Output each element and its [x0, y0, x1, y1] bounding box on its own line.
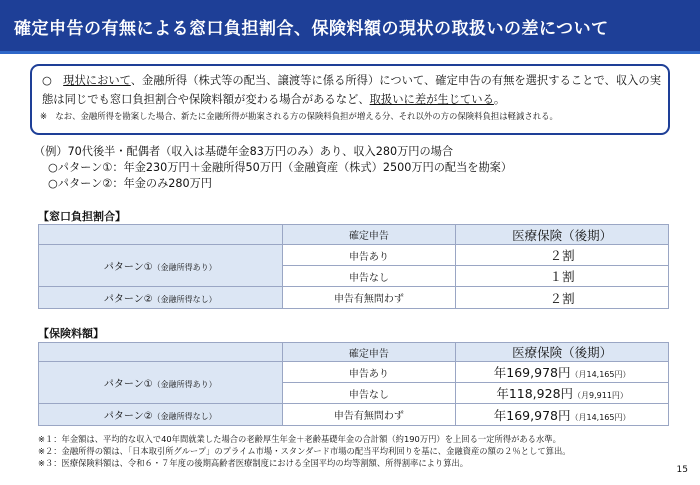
header-blank: [39, 225, 283, 245]
header-filing: 確定申告: [282, 225, 456, 245]
section-title-premium: 【保険料額】: [38, 327, 104, 340]
pattern-2-label: パターン②（金融所得なし）: [39, 287, 283, 309]
summary-underlined-2: 取扱いに差が生じている: [369, 93, 494, 106]
summary-note: ※ なお、金融所得を勘案した場合、新たに金融所得が勘案される方の保険料負担が増える分、それ以外の方の保険料負担は軽減される。: [40, 111, 558, 121]
slide-header: [0, 0, 700, 54]
summary-text: [42, 71, 664, 109]
summary-text-1: 、金融所得（株式等の配当、譲渡等に係る所得）について、確定申告の有無を選択することで、収入の実態は同じでも窓口負担割合や保険料額が変わる場合があるなど、: [42, 74, 662, 106]
premium-value: 年169,978円（月14,165円）: [456, 404, 669, 426]
status-either: 申告有無問わず: [282, 404, 456, 426]
status-either: 申告有無問わず: [282, 287, 456, 309]
status-not-filed: 申告なし: [282, 266, 456, 287]
summary-bullet: ○: [42, 74, 52, 87]
summary-underlined-1: 現状において: [63, 74, 131, 87]
header-insurance: 医療保険（後期）: [456, 343, 669, 362]
example-line-1: （例）70代後半・配偶者（収入は基礎年金83万円のみ）あり、収入280万円の場合: [34, 145, 454, 158]
footnote-1: ※１：年金額は、平均的な収入で40年間就業した場合の老齢厚生年金＋老齢基礎年金の合計額（約190万円）を上回る一定所得がある水準。: [38, 434, 561, 444]
header-underline: [0, 51, 700, 54]
copay-table: [38, 224, 669, 309]
example-block: [34, 144, 512, 192]
status-not-filed: 申告なし: [282, 383, 456, 404]
table-row: [39, 362, 669, 383]
copay-value: １割: [456, 266, 669, 287]
pattern-1-label: パターン①（金融所得あり）: [39, 362, 283, 404]
table-header-row: [39, 225, 669, 245]
copay-value: ２割: [456, 245, 669, 266]
example-pattern-1: ○パターン①：年金230万円＋金融所得50万円（金融資産（株式）2500万円の配当を勘案）: [48, 161, 513, 174]
table-row: [39, 245, 669, 266]
example-pattern-2: ○パターン②：年金のみ280万円: [48, 177, 212, 190]
footnote-3: ※３：医療保険料額は、令和６・７年度の後期高齢者医療制度における全国平均の均等割額、所得割率により算出。: [38, 458, 469, 468]
header-blank: [39, 343, 283, 362]
summary-box: [30, 64, 670, 135]
section-title-copay: 【窓口負担割合】: [38, 210, 126, 223]
footnotes: [38, 433, 571, 469]
copay-value: ２割: [456, 287, 669, 309]
pattern-2-label: パターン②（金融所得なし）: [39, 404, 283, 426]
table-row: [39, 404, 669, 426]
premium-value: 年169,978円（月14,165円）: [456, 362, 669, 383]
status-filed: 申告あり: [282, 362, 456, 383]
header-filing: 確定申告: [282, 343, 456, 362]
status-filed: 申告あり: [282, 245, 456, 266]
slide-title: 確定申告の有無による窓口負担割合、保険料額の現状の取扱いの差について: [14, 19, 609, 39]
premium-table: [38, 342, 669, 426]
summary-text-2: 。: [493, 93, 506, 106]
footnote-2: ※２：金融所得の額は、「日本取引所グループ」のプライム市場・スタンダード市場の配当平均利回りを基に、金融資産の額の２％として算出。: [38, 446, 571, 456]
premium-value: 年118,928円（月9,911円）: [456, 383, 669, 404]
table-header-row: [39, 343, 669, 362]
page-number: 15: [676, 465, 688, 475]
table-row: [39, 287, 669, 309]
header-insurance: 医療保険（後期）: [456, 225, 669, 245]
pattern-1-label: パターン①（金融所得あり）: [39, 245, 283, 287]
